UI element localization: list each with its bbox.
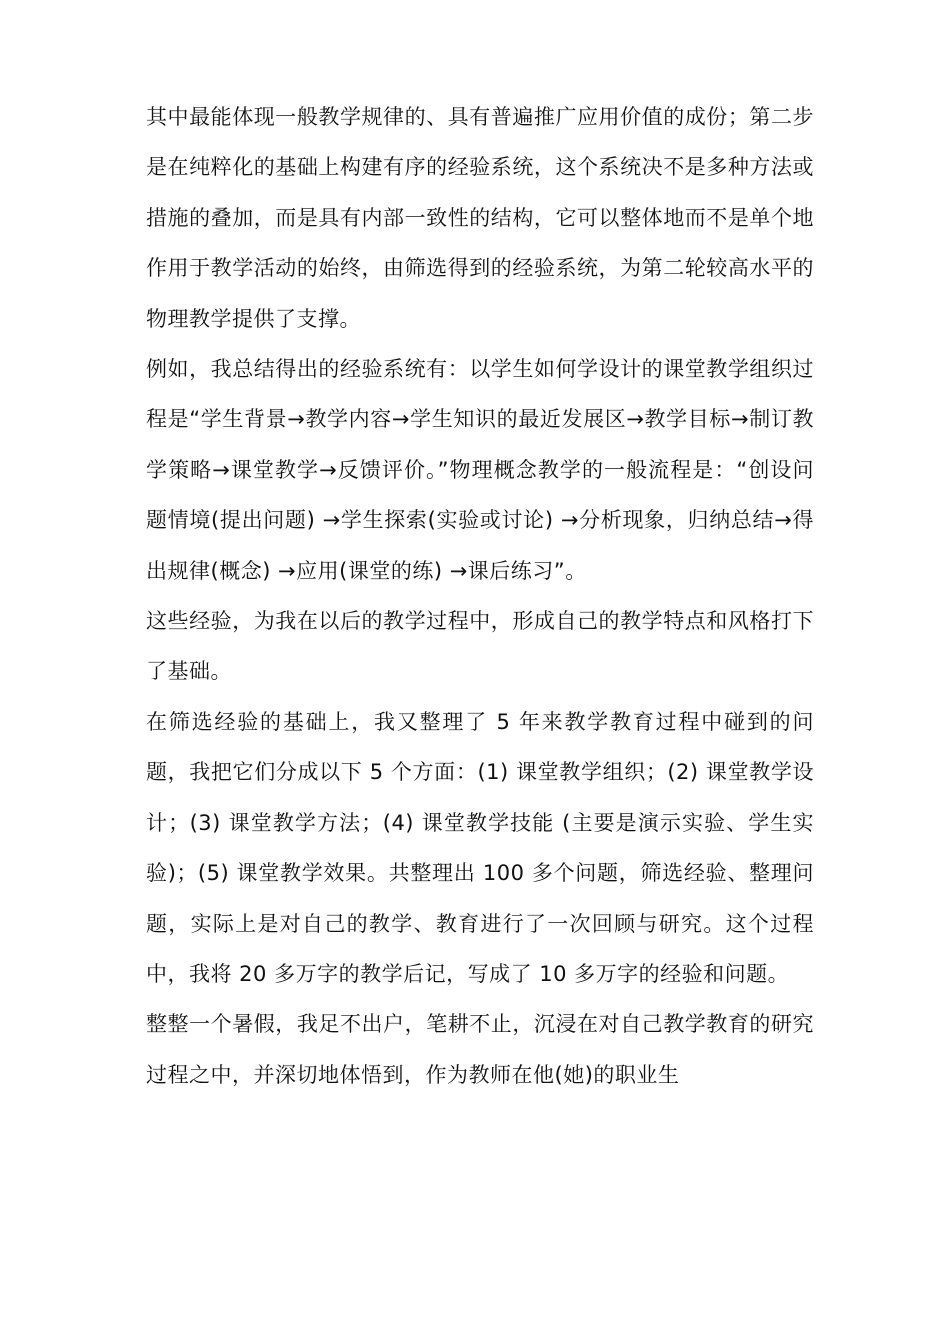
paragraph-4: 在筛选经验的基础上，我又整理了 5 年来教学教育过程中碰到的问题，我把它们分成以下 5 个方面：(1) 课堂教学组织；(2) 课堂教学设计；(3) 课堂教学方法；(4) 课堂教学技能 (主要是演示实验、学生实验)；(5) 课堂教学效果。共整理出 100 多个问题，筛选经验、整理问题，实际上是对自己的教学、教育进行了一次回顾与研究。这个过程中，我将 20 多万字的教学后记，写成了 10 多万字的经验和问题。 (146, 709, 814, 986)
paragraph-2: 例如，我总结得出的经验系统有：以学生如何学设计的课堂教学组织过程是“学生背景→教学内容→学生知识的最近发展区→教学目标→制订教学策略→课堂教学→反馈评价。”物理概念教学的一般流程是：“创设问题情境(提出问题) →学生探索(实验或讨论) →分析现象，归纳总结→得出规律(概念) →应用(课堂的练) →课后练习”。 (146, 357, 814, 583)
paragraph-1: 其中最能体现一般教学规律的、具有普遍推广应用价值的成份；第二步是在纯粹化的基础上构建有序的经验系统，这个系统决不是多种方法或措施的叠加，而是具有内部一致性的结构，它可以整体地而不是单个地作用于教学活动的始终，由筛选得到的经验系统，为第二轮较高水平的物理教学提供了支撑。 (146, 105, 814, 331)
document-body (146, 92, 814, 1100)
paragraph-3: 这些经验，为我在以后的教学过程中，形成自己的教学特点和风格打下了基础。 (146, 609, 814, 684)
paragraph-5: 整整一个暑假，我足不出户，笔耕不止，沉浸在对自己教学教育的研究过程之中，并深切地体悟到，作为教师在他(她)的职业生 (146, 1012, 814, 1087)
